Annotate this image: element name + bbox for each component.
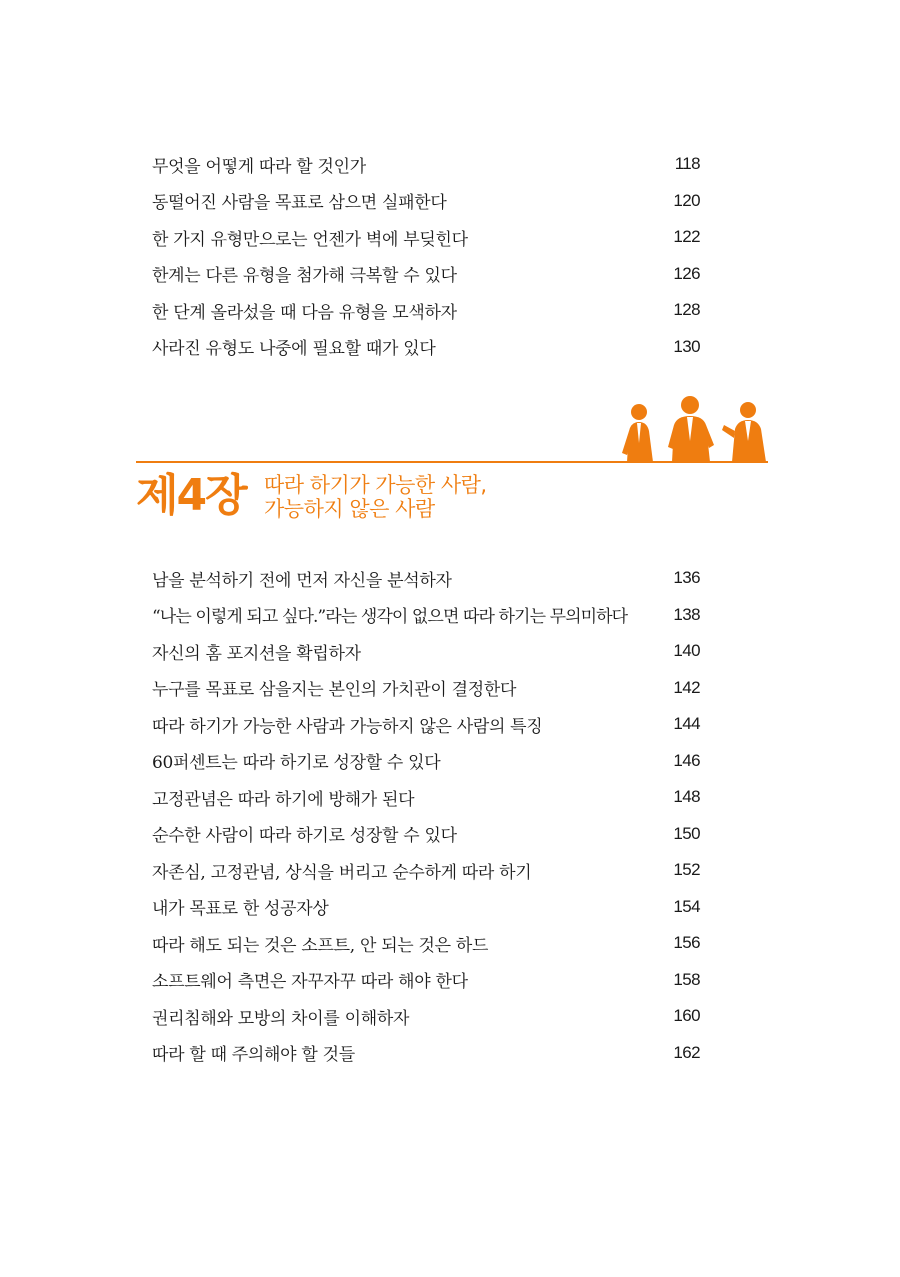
chapter-title-line: 따라 하기가 가능한 사람,	[264, 473, 487, 497]
chapter-number: 제4장	[136, 470, 246, 521]
toc-entry-page: 120	[673, 190, 700, 210]
toc-entry-page: 162	[673, 1042, 700, 1062]
toc-entry-title: 권리침해와 모방의 차이를 이해하자	[152, 1008, 410, 1029]
toc-entry-page: 148	[673, 787, 700, 807]
toc-entry	[152, 1035, 700, 1072]
toc-entry-title: 소프트웨어 측면은 자꾸자꾸 따라 해야 한다	[152, 972, 468, 993]
toc-entry	[152, 889, 700, 926]
toc-entry	[152, 779, 700, 816]
toc-entry	[152, 256, 700, 293]
toc-entry-title: 따라 하기가 가능한 사람과 가능하지 않은 사람의 특징	[152, 716, 543, 737]
toc-entry-title: 사라진 유형도 나중에 필요할 때가 있다	[152, 339, 436, 360]
toc-list-chapter-4	[152, 560, 700, 1071]
toc-entry	[152, 998, 700, 1035]
toc-entry	[152, 183, 700, 220]
toc-entry-title: 60퍼센트는 따라 하기로 성장할 수 있다	[152, 753, 441, 774]
toc-entry-title: 내가 목표로 한 성공자상	[152, 899, 329, 920]
business-people-icon	[622, 395, 768, 462]
chapter-header	[136, 395, 768, 535]
toc-entry-page: 140	[673, 641, 700, 661]
toc-entry-title: 한 가지 유형만으로는 언젠가 벽에 부딪힌다	[152, 229, 468, 250]
toc-entry-page: 158	[673, 969, 700, 989]
toc-entry	[152, 633, 700, 670]
toc-entry-page: 152	[673, 860, 700, 880]
toc-entry-page: 144	[673, 714, 700, 734]
toc-entry	[152, 219, 700, 256]
toc-entry-page: 138	[673, 604, 700, 624]
toc-entry-title: 동떨어진 사람을 목표로 삼으면 실패한다	[152, 193, 447, 214]
toc-entry-title: 따라 해도 되는 것은 소프트, 안 되는 것은 하드	[152, 935, 489, 956]
toc-entry-page: 136	[673, 568, 700, 588]
toc-entry-title: 한계는 다른 유형을 첨가해 극복할 수 있다	[152, 266, 457, 287]
toc-entry	[152, 670, 700, 707]
chapter-title	[264, 473, 487, 521]
toc-entry-title: 따라 할 때 주의해야 할 것들	[152, 1045, 355, 1066]
toc-list-previous-chapter	[152, 146, 700, 365]
toc-entry	[152, 292, 700, 329]
toc-entry-page: 156	[673, 933, 700, 953]
toc-entry	[152, 560, 700, 597]
toc-entry	[152, 329, 700, 366]
toc-entry-title: 자존심, 고정관념, 상식을 버리고 순수하게 따라 하기	[152, 862, 532, 883]
chapter-divider	[136, 461, 768, 463]
toc-entry	[152, 597, 700, 634]
toc-entry	[152, 743, 700, 780]
toc-entry	[152, 925, 700, 962]
toc-entry-title: 남을 분석하기 전에 먼저 자신을 분석하자	[152, 570, 452, 591]
toc-entry-title: 누구를 목표로 삼을지는 본인의 가치관이 결정한다	[152, 680, 517, 701]
toc-entry-title: “나는 이렇게 되고 싶다.”라는 생각이 없으면 따라 하기는 무의미하다	[152, 607, 628, 628]
toc-entry-page: 150	[673, 823, 700, 843]
toc-entry-title: 무엇을 어떻게 따라 할 것인가	[152, 156, 366, 177]
toc-entry-title: 순수한 사람이 따라 하기로 성장할 수 있다	[152, 826, 457, 847]
toc-entry-title: 고정관념은 따라 하기에 방해가 된다	[152, 789, 415, 810]
toc-entry-page: 122	[673, 227, 700, 247]
toc-entry	[152, 962, 700, 999]
toc-entry	[152, 146, 700, 183]
toc-entry-page: 142	[673, 677, 700, 697]
chapter-title-line: 가능하지 않은 사람	[264, 497, 435, 521]
toc-entry	[152, 706, 700, 743]
toc-entry-page: 146	[673, 750, 700, 770]
toc-entry	[152, 852, 700, 889]
toc-entry-page: 130	[673, 336, 700, 356]
toc-entry-page: 118	[674, 154, 700, 174]
toc-entry-title: 자신의 홈 포지션을 확립하자	[152, 643, 361, 664]
toc-entry-page: 154	[673, 896, 700, 916]
toc-entry-page: 160	[673, 1006, 700, 1026]
toc-entry-page: 126	[673, 263, 700, 283]
toc-entry-page: 128	[673, 300, 700, 320]
toc-entry-title: 한 단계 올라섰을 때 다음 유형을 모색하자	[152, 302, 457, 323]
toc-entry	[152, 816, 700, 853]
